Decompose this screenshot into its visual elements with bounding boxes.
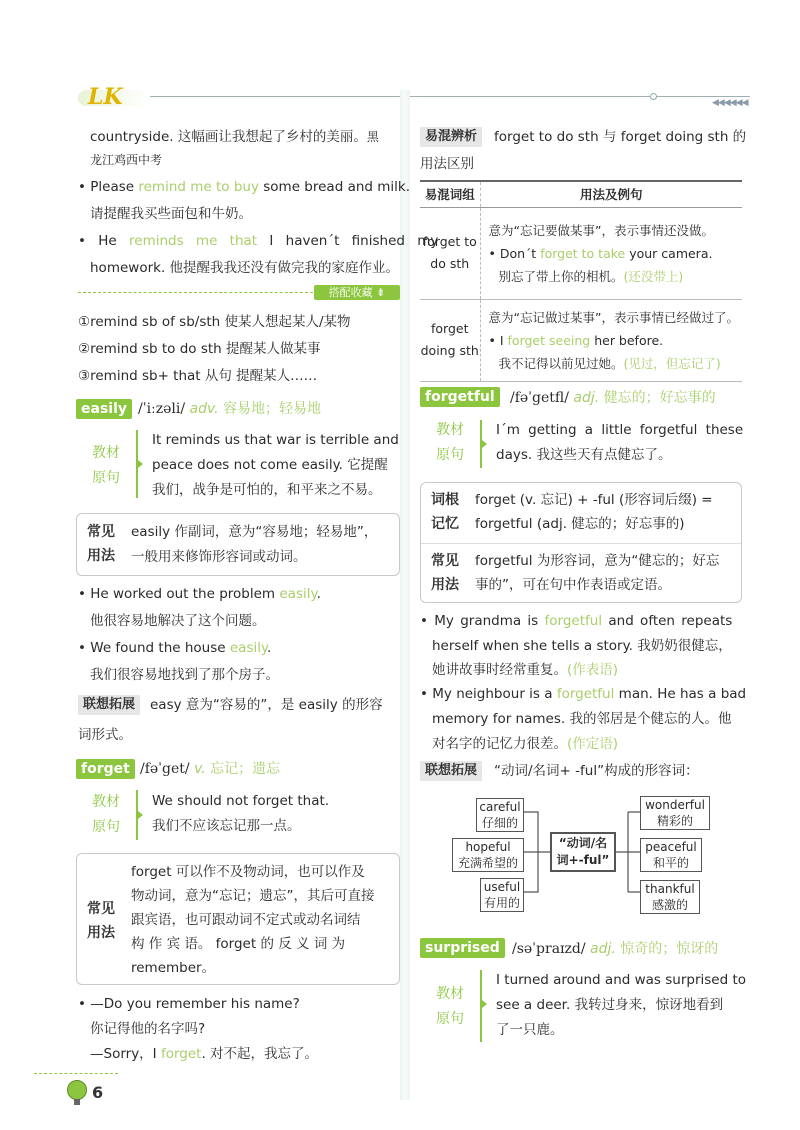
source-note: 龙江鸡西中考 [90,153,163,167]
example-translation: 他很容易地解决了这个问题。 [90,613,266,629]
mind-map-center: “动词/名 词+-ful” [550,832,616,872]
example-sentence: • Please remind me to buy some bread and milk. [78,177,410,197]
source-sentence: I turned around and was surprised to [496,972,747,988]
source-label: 原句 [92,470,120,486]
collocation-item: ③remind sb+ that 从句 提醒某人…… [78,368,318,384]
example-translation: 我们很容易地找到了那个房子。 [90,667,279,683]
mind-map-node: peaceful 和平的 [640,838,702,872]
source-translation: 了一只鹿。 [496,1022,564,1038]
source-label: 原句 [436,447,464,463]
collocation-item: ①remind sb of sb/sth 使某人想起某人/某物 [78,314,351,330]
usage-text: remember。 [131,960,216,976]
assoc-text: 词形式。 [78,727,132,743]
source-translation: days. 我这些天有点健忘了。 [496,447,672,463]
table-header: 用法及例句 [480,181,742,207]
collect-label: 搭配收藏 ⇟ [314,285,400,300]
table-cell: 意为“忘记做过某事”，表示事情已经做过了。 • I forget seeing her before. 我不记得以前见过她。(见过，但忘记了) [480,299,742,381]
usage-label: 用法 [87,548,115,564]
example-translation: homework. 他提醒我我还没有做完我的家庭作业。 [90,260,400,276]
usage-text: 一般用来修饰形容词或动词。 [131,549,307,565]
source-sentence: It reminds us that war is terrible and [152,432,399,448]
usage-text: 事的”，可在句中作表语或定语。 [475,577,671,593]
collect-divider [78,292,318,293]
mind-map-node: wonderful 精彩的 [640,796,710,830]
header-logo-text: LK [88,84,123,110]
footer-balloon-icon [66,1080,88,1106]
example-sentence: • My grandma is forgetful and often repeats [420,611,732,631]
assoc-label: 联想拓展 [420,761,482,781]
usage-text: 跟宾语，也可跟动词不定式或动名词结 [131,912,361,928]
header-logo [78,84,148,110]
usage-box [76,513,400,576]
table-header: 易混词组 [420,181,480,207]
example-sentence: • He reminds me that I haven´t finished my [78,231,438,251]
example-sentence: memory for names. 我的邻居是个健忘的人。他 [432,711,732,727]
usage-label: 用法 [431,577,459,593]
example-sentence: • We found the house easily. [78,638,271,658]
page-number: 6 [92,1083,104,1102]
example-translation: 对名字的记忆力很差。(作定语) [432,736,619,752]
table-cell: forget doing sth [420,299,480,381]
assoc-text: easy 意为“容易的”，是 easily 的形容 [150,697,383,713]
comparison-table [420,180,742,382]
dialog-line: —Sorry，I forget. 对不起，我忘了。 [90,1046,319,1062]
usage-text: 物动词，意为“忘记；遗忘”，其后可直接 [131,888,375,904]
word-entry-pron: /ˈiːzəli/ adv. 容易地；轻易地 [138,401,322,417]
usage-box [76,853,400,985]
usage-label: 常见 [87,901,115,917]
root-label: 记忆 [431,516,459,532]
source-label: 教材 [92,445,120,461]
arrow-right-icon [482,440,487,448]
root-label: 词根 [431,492,459,508]
source-label: 教材 [436,422,464,438]
divider [421,543,741,544]
example-sentence: • My neighbour is a forgetful man. He has a bad [420,684,746,704]
arrow-right-icon [138,460,143,468]
word-entry-pron: /səˈpraɪzd/ adj. 惊奇的；惊讶的 [512,941,719,957]
root-usage-box [420,482,742,603]
source-label: 教材 [436,986,464,1002]
table-row [420,207,742,299]
confuse-title: forget to do sth 与 forget doing sth 的 [494,129,747,145]
confuse-title: 用法区别 [420,156,474,172]
table-cell: 意为“忘记要做某事”，表示事情还没做。 • Don´t forget to take your camera. 别忘了带上你的相机。(还没带上) [480,207,742,299]
usage-text: 构 作 宾 语。 forget 的 反 义 词 为 [131,936,346,952]
word-entry-pron: /fəˈget/ v. 忘记；遗忘 [140,761,281,777]
table-row [420,299,742,381]
root-text: forgetful (adj. 健忘的；好忘事的) [475,516,685,532]
example-sentence: • He worked out the problem easily. [78,584,321,604]
word-tag-forget: forget [76,759,135,779]
source-sentence: We should not forget that. [152,793,330,809]
source-label: 原句 [436,1011,464,1027]
confuse-label: 易混辨析 [420,127,482,147]
header-rule-dot [650,93,657,100]
example-translation: 请提醒我买些面包和牛奶。 [90,206,252,222]
header-arrows-icon: ◀◀◀◀◀◀ [712,98,748,108]
text-line: countryside. 这幅画让我想起了乡村的美丽。黑 [90,129,379,145]
header-rule-right [657,96,750,97]
source-sentence: I´m getting a little forgetful these [496,422,744,438]
usage-text: forgetful 为形容词，意为“健忘的；好忘 [475,553,720,569]
collocation-item: ②remind sb to do sth 提醒某人做某事 [78,341,321,357]
usage-label: 常见 [87,524,115,540]
word-entry-pron: /fəˈgetfl/ adj. 健忘的；好忘事的 [510,390,716,406]
usage-text: forget 可以作不及物动词，也可以作及 [131,864,365,880]
example-sentence: herself when she tells a story. 我奶奶很健忘， [432,638,732,654]
source-translation: 我们，战争是可怕的，和平来之不易。 [152,482,382,498]
mind-map-node: careful 仔细的 [476,798,524,832]
usage-text: easily 作副词，意为“容易地；轻易地”， [131,524,378,540]
example-translation: 她讲故事时经常重复。(作表语) [432,662,619,678]
assoc-label: 联想拓展 [78,695,140,715]
usage-label: 常见 [431,553,459,569]
source-sentence: see a deer. 我转过身来，惊讶地看到 [496,997,724,1013]
usage-label: 用法 [87,925,115,941]
mind-map-node: hopeful 充满希望的 [452,838,524,872]
mind-map-node: useful 有用的 [480,878,524,912]
word-tag-easily: easily [76,399,132,419]
dialog-translation: 你记得他的名字吗? [90,1021,206,1037]
dialog-line: • —Do you remember his name? [78,994,300,1014]
table-cell: forget to do sth [420,207,480,299]
footer-rule [34,1073,118,1074]
mind-map [420,790,742,920]
source-translation: 我们不应该忘记那一点。 [152,818,301,834]
arrow-right-icon [138,811,143,819]
mind-map-node: thankful 感激的 [640,880,700,914]
table-header-row [420,181,742,207]
word-tag-surprised: surprised [420,938,505,958]
assoc-text: “动词/名词+ -ful”构成的形容词： [494,763,699,779]
source-label: 原句 [92,819,120,835]
root-text: forget (v. 忘记) + -ful (形容词后缀) = [475,492,713,508]
source-sentence: peace does not come easily. 它提醒 [152,457,388,473]
source-label: 教材 [92,794,120,810]
word-tag-forgetful: forgetful [420,387,500,407]
arrow-right-icon [482,1000,487,1008]
